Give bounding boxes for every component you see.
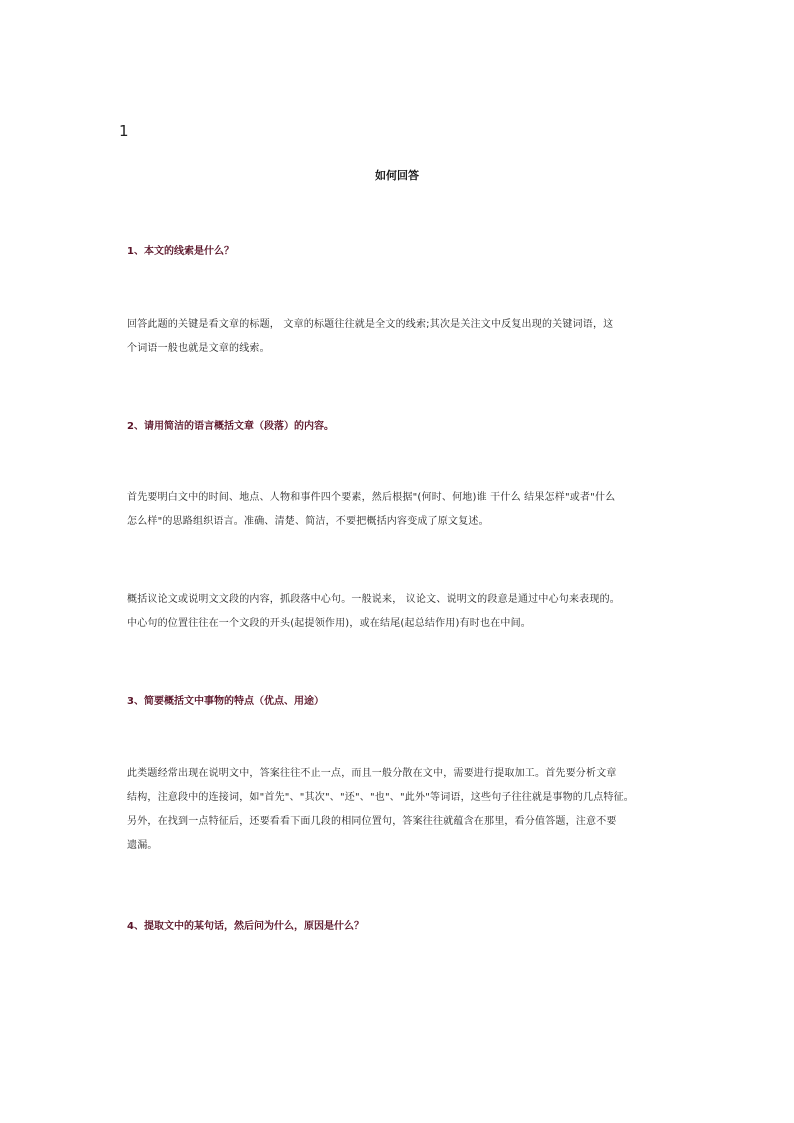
paragraph-line: 个词语一般也就是文章的线索。 (127, 343, 270, 354)
paragraph-line: 另外，在找到一点特征后，还要看看下面几段的相同位置句，答案往往就蕴含在那里，看分值答题，注意不要 (127, 816, 617, 827)
paragraph-line: 结构，注意段中的连接词，如"首先"、"其次"、"还"、"也"、"此外"等词语，这些句子往往就是事物的几点特征。 (127, 792, 634, 803)
section-heading-1: 1、本文的线索是什么？ (127, 246, 234, 257)
paragraph-line: 回答此题的关键是看文章的标题， 文章的标题往往就是全文的线索;其次是关注文中反复出现的关键词语，这 (127, 319, 614, 330)
paragraph-line: 中心句的位置往往在一个文段的开头(起提领作用)，或在结尾(起总结作用)有时也在中间。 (127, 618, 532, 629)
page-number: 1 (119, 122, 129, 140)
paragraph-line: 概括议论文或说明文文段的内容，抓段落中心句。一般说来， 议论文、说明文的段意是通过中心句来表现的。 (127, 594, 620, 605)
paragraph-line: 此类题经常出现在说明文中，答案往往不止一点，而且一般分散在文中，需要进行提取加工。首先要分析文章 (127, 768, 617, 779)
section-heading-4: 4、提取文中的某句话，然后问为什么，原因是什么？ (127, 921, 364, 932)
document-title: 如何回答 (375, 169, 419, 182)
paragraph-line: 首先要明白文中的时间、地点、人物和事件四个要素，然后根据"(何时、何地)谁 干什么 结果怎样"或者"什么 (127, 492, 616, 503)
section-1-paragraph-1 (127, 313, 672, 361)
section-heading-3: 3、简要概括文中事物的特点（优点、用途） (127, 696, 324, 707)
section-heading-2: 2、请用简洁的语言概括文章（段落）的内容。 (127, 421, 334, 432)
section-2-paragraph-1 (127, 486, 672, 534)
paragraph-line: 遗漏。 (127, 840, 158, 851)
section-2-paragraph-2 (127, 588, 672, 636)
paragraph-line: 怎么样"的思路组织语言。准确、清楚、简洁，不要把概括内容变成了原文复述。 (127, 516, 489, 527)
section-3-paragraph-1 (127, 762, 672, 858)
